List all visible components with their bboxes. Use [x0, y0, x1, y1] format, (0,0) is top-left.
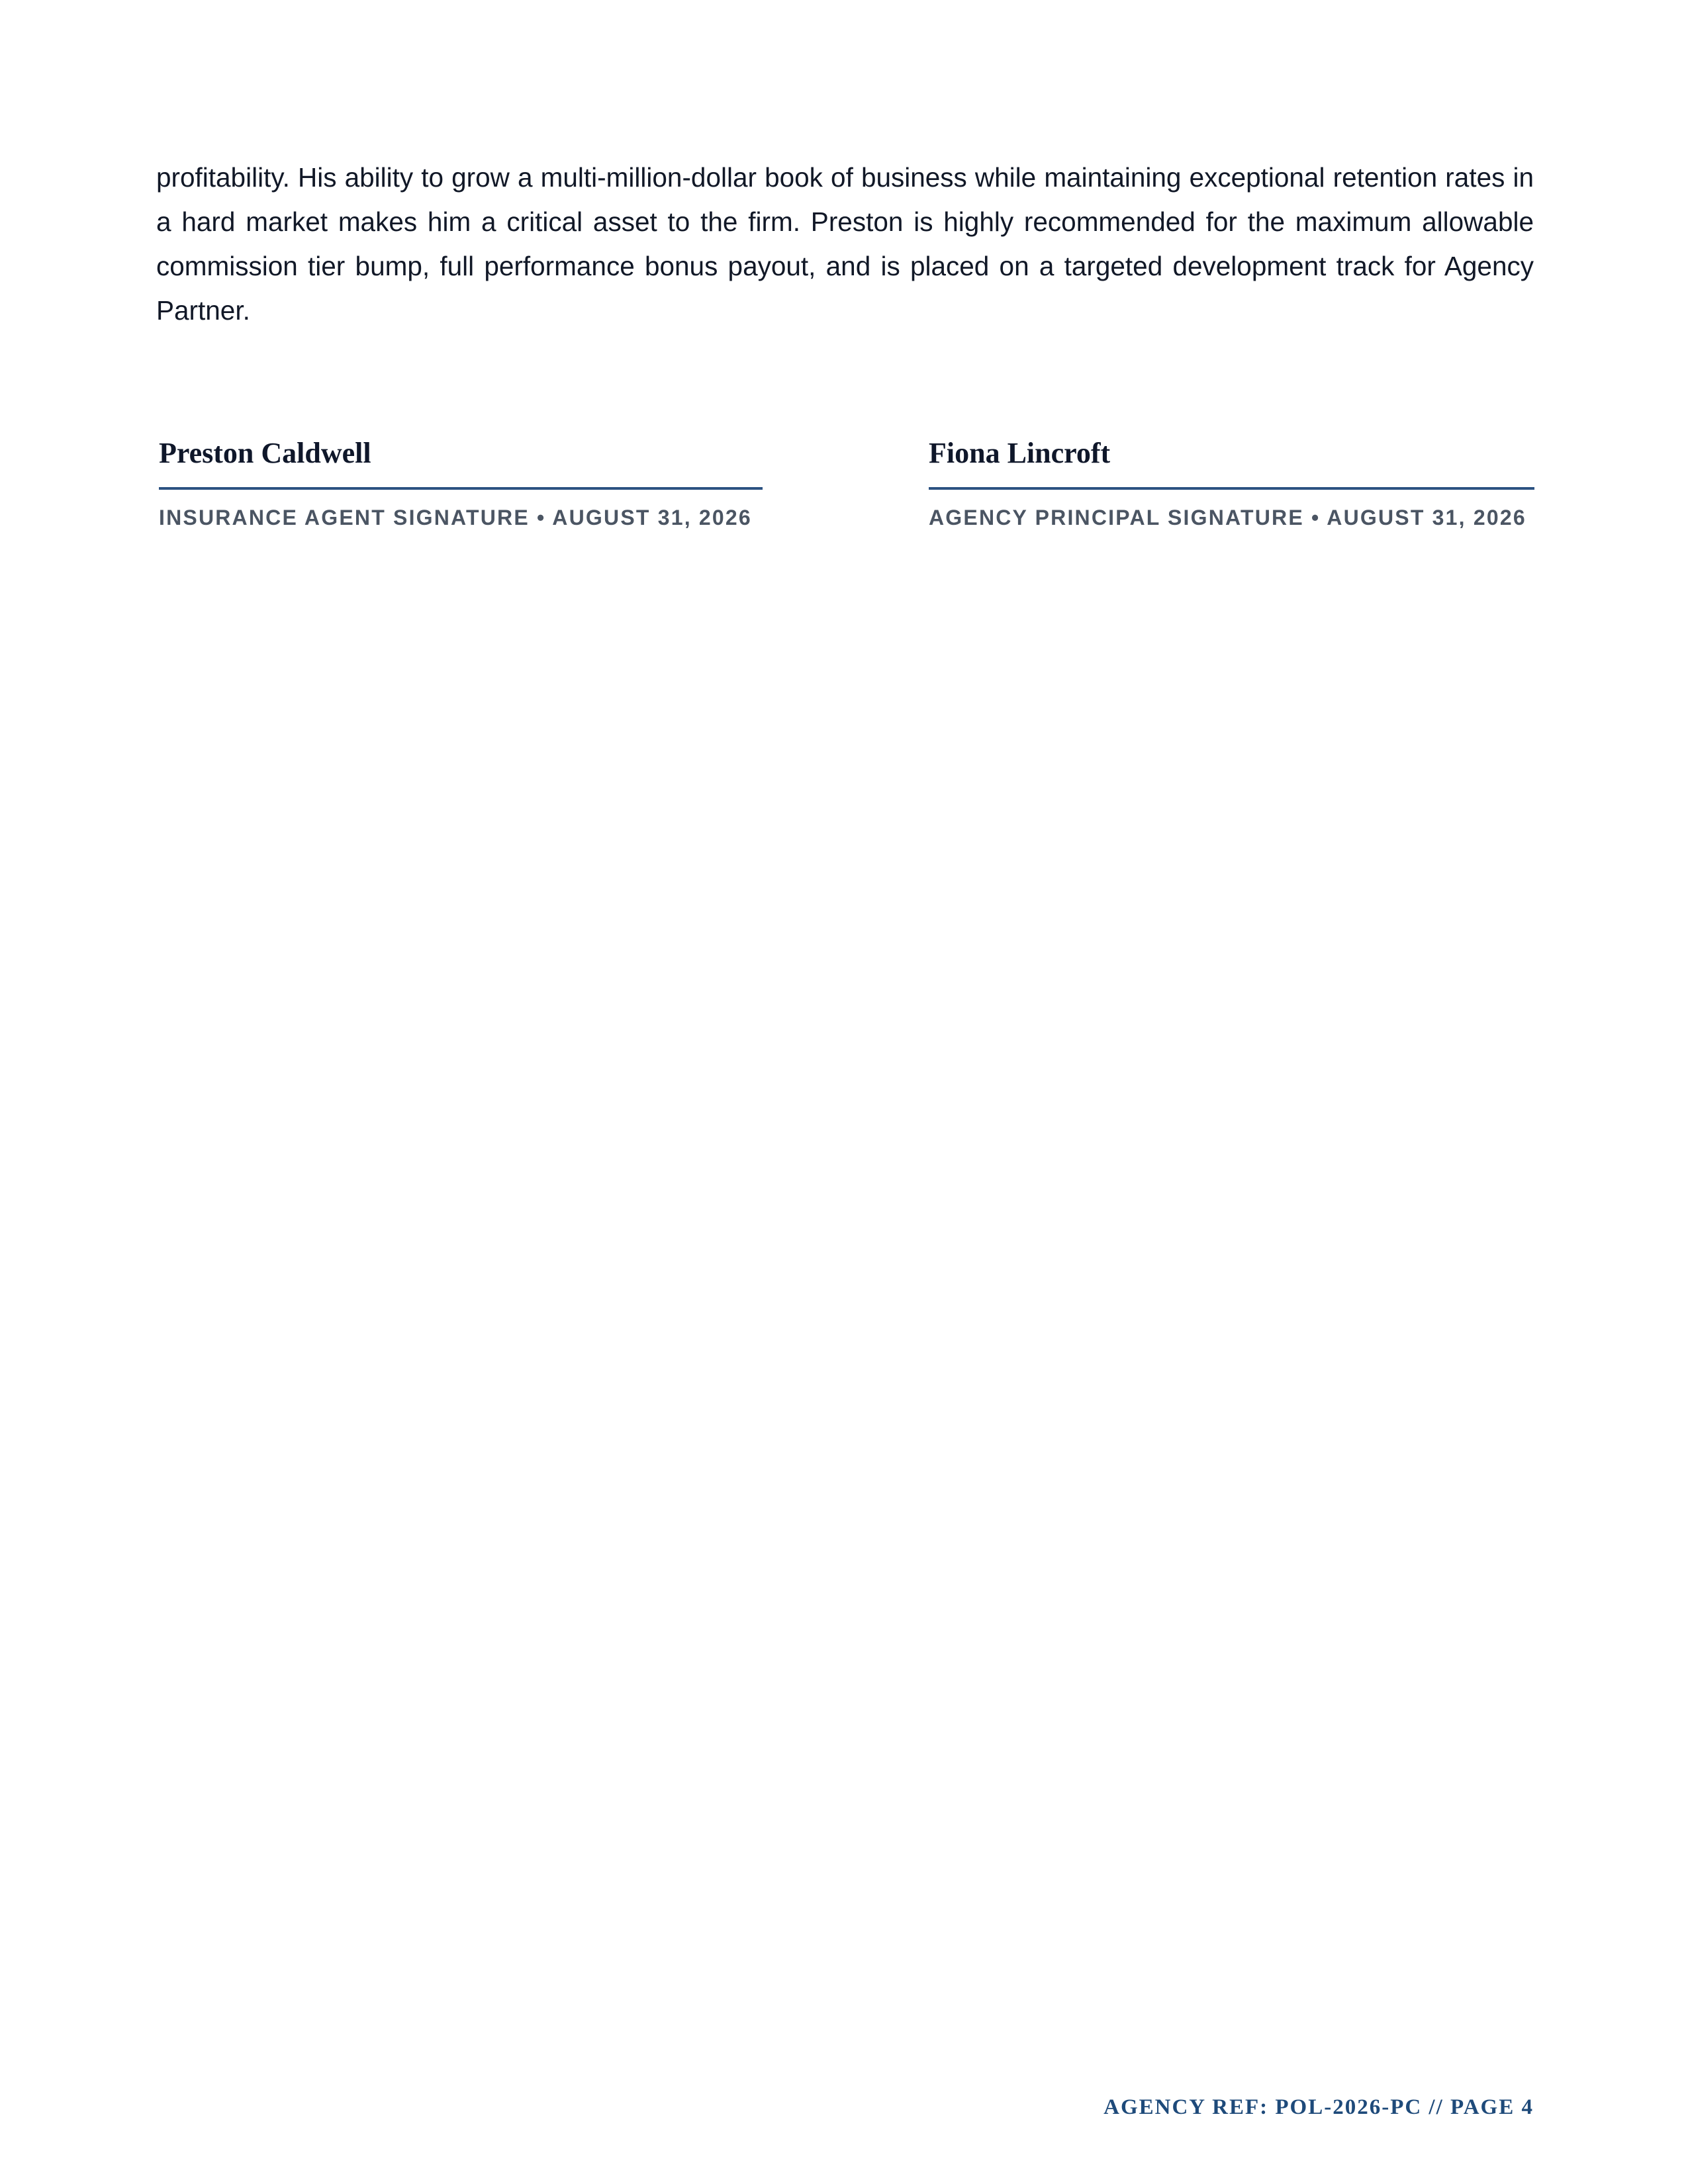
body-paragraph: profitability. His ability to grow a multi-million-dollar book of business while maintaining exceptional retention rates in a hard market makes him a critical asset to the firm. Preston is highly recommended for the maximum allowable commission tier bump, full performance bonus payout, and is placed on a targeted development track for Agency Partner. [156, 162, 1534, 326]
footer-reference: AGENCY REF: POL-2026-PC // PAGE 4 [1103, 2095, 1534, 2119]
principal-signature-line [929, 487, 1534, 490]
principal-signature-caption: AGENCY PRINCIPAL SIGNATURE • AUGUST 31, 2026 [929, 506, 1526, 529]
principal-signature-name: Fiona Lincroft [929, 437, 1111, 469]
agent-signature-caption: INSURANCE AGENT SIGNATURE • AUGUST 31, 2026 [159, 506, 752, 529]
agent-signature-line [159, 487, 763, 490]
agent-signature-name: Preston Caldwell [159, 437, 371, 469]
principal-signature-block [929, 430, 1534, 530]
agent-signature-block [159, 430, 763, 530]
